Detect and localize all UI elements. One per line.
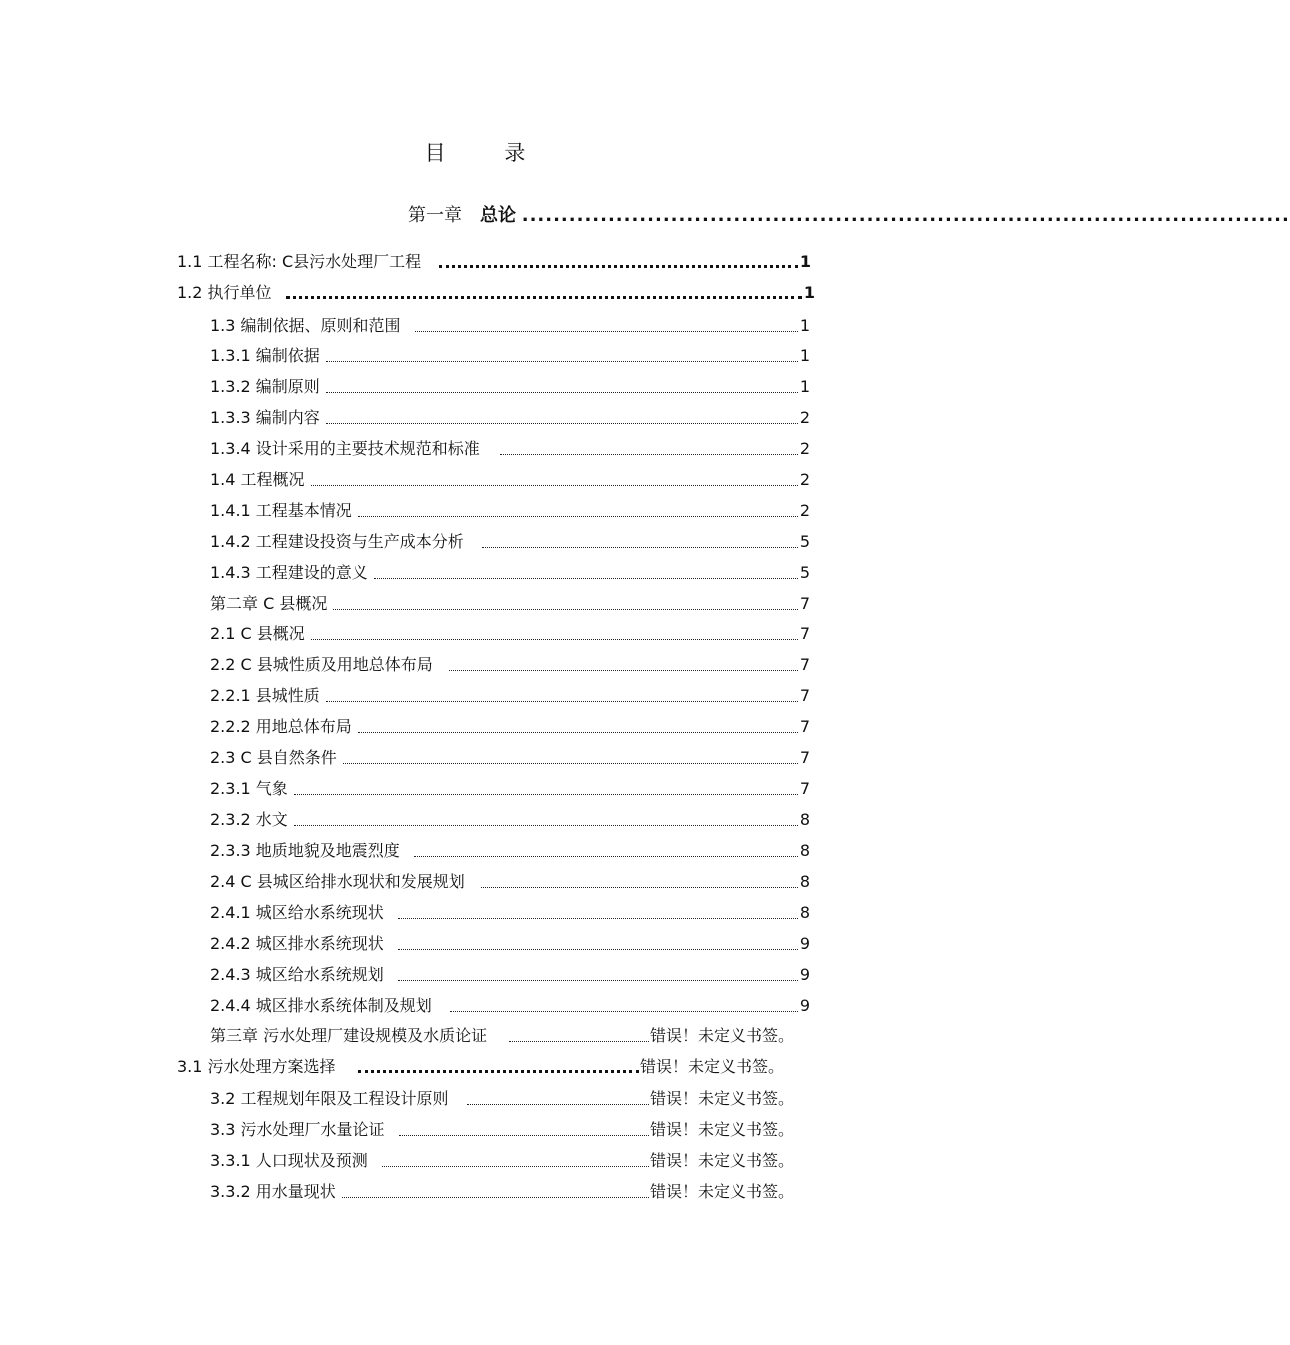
toc-entry[interactable] [210,683,810,707]
toc-entry-page: 5 [799,563,810,582]
toc-entry[interactable] [210,313,810,337]
toc-entry[interactable] [210,498,810,522]
toc-leader-dots [382,1165,649,1167]
toc-leader-dots [294,793,798,795]
toc-leader-dots [482,546,798,548]
toc-entry-page: 8 [799,903,810,922]
toc-entry-label: 1.3 编制依据、原则和范围 [210,316,401,335]
toc-entry[interactable] [210,405,810,429]
toc-entry[interactable] [210,900,810,924]
toc-entry-label: 3.1 污水处理方案选择 [177,1057,336,1076]
toc-entry-label: 3.3 污水处理厂水量论证 [210,1120,385,1139]
toc-entry[interactable] [210,1179,794,1203]
toc-entry-error: 错误！未定义书签。 [649,1120,794,1139]
toc-entry[interactable] [210,776,810,800]
toc-leader-dots [415,330,798,332]
toc-entry-error: 错误！未定义书签。 [639,1057,784,1076]
toc-entry-label: 第三章 污水处理厂建设规模及水质论证 [210,1026,488,1045]
toc-entry-error: 错误！未定义书签。 [649,1089,794,1108]
toc-entry-label: 2.4.3 城区给水系统规划 [210,965,384,984]
toc-leader-dots [374,577,798,579]
toc-entry[interactable] [210,1086,794,1110]
page-title: 目 录 [424,141,552,165]
toc-entry[interactable] [210,591,810,615]
toc-entry[interactable] [210,1117,794,1141]
toc-entry-page: 9 [799,965,810,984]
toc-entry-page: 5 [799,532,810,551]
toc-leader-dots [342,1196,649,1198]
toc-entry[interactable] [210,374,810,398]
toc-entry-label: 2.4 C 县城区给排水现状和发展规划 [210,872,465,891]
toc-entry[interactable] [177,1054,784,1078]
toc-entry[interactable] [210,652,810,676]
toc-leader-dots [358,515,798,517]
toc-entry-label: 2.4.4 城区排水系统体制及规划 [210,996,432,1015]
toc-entry-page: 7 [799,686,810,705]
toc-entry[interactable] [210,560,810,584]
toc-entry-label: 1.4.2 工程建设投资与生产成本分析 [210,532,464,551]
toc-entry[interactable] [210,714,810,738]
toc-entry-page: 1 [799,377,810,396]
toc-entry-label: 1.4.1 工程基本情况 [210,501,352,520]
toc-entry[interactable] [210,931,810,955]
toc-leader-dots [398,948,798,950]
toc-leader-dots [294,824,798,826]
toc-entry[interactable] [210,869,810,893]
toc-entry-page: 1 [799,346,810,365]
toc-leader-dots [326,360,798,362]
toc-entry-label: 2.3.2 水文 [210,810,288,829]
toc-entry-label: 1.3.4 设计采用的主要技术规范和标准 [210,439,480,458]
toc-entry-label: 3.3.2 用水量现状 [210,1182,336,1201]
chapter-title: 总论 [480,205,516,226]
toc-entry-page: 9 [799,934,810,953]
toc-entry-label: 2.3.3 地质地貌及地震烈度 [210,841,400,860]
toc-entry-error: 错误！未定义书签。 [649,1151,794,1170]
toc-entry-page: 7 [799,717,810,736]
toc-leader-dots [414,855,798,857]
toc-entry-page: 7 [799,779,810,798]
toc-leader-dots [467,1103,649,1105]
toc-leader-dots [509,1040,649,1042]
toc-entry-label: 1.3.1 编制依据 [210,346,320,365]
toc-entry-label: 1.1 工程名称: C县污水处理厂工程 [177,252,422,271]
toc-entry-label: 2.1 C 县概况 [210,624,305,643]
toc-entry-label: 1.4.3 工程建设的意义 [210,563,368,582]
chapter-number: 第一章 [408,205,462,226]
toc-entry-page: 1 [799,316,810,335]
toc-entry[interactable] [177,249,811,273]
toc-entry-label: 3.2 工程规划年限及工程设计原则 [210,1089,449,1108]
toc-entry[interactable] [210,1148,794,1172]
toc-entry-label: 2.4.2 城区排水系统现状 [210,934,384,953]
toc-leader-dots [326,422,798,424]
toc-entry[interactable] [210,621,810,645]
toc-leader-dots [500,453,798,455]
toc-entry[interactable] [210,436,810,460]
toc-entry-page: 2 [799,439,810,458]
toc-entry-page: 7 [799,594,810,613]
toc-entry-page: 7 [799,655,810,674]
toc-entry-label: 1.3.3 编制内容 [210,408,320,427]
toc-entry-page: 7 [799,748,810,767]
toc-leader-dots [449,669,798,671]
toc-entry-page: 1 [799,252,811,271]
toc-entry[interactable] [210,807,810,831]
toc-entry-page: 8 [799,810,810,829]
toc-leader-dots [326,391,798,393]
toc-entry[interactable] [210,962,810,986]
toc-leader-dots [343,762,798,764]
toc-entry-label: 1.3.2 编制原则 [210,377,320,396]
toc-entry-label: 第二章 C 县概况 [210,594,328,613]
toc-entry-label: 2.2.1 县城性质 [210,686,320,705]
toc-leader-dots [333,608,797,610]
toc-leader-dots [439,264,798,268]
toc-entry[interactable] [210,993,810,1017]
toc-leader-dots [399,1134,649,1136]
toc-entry[interactable] [210,467,810,491]
toc-entry-label: 2.3 C 县自然条件 [210,748,337,767]
toc-entry[interactable] [210,745,810,769]
toc-entry-label: 2.4.1 城区给水系统现状 [210,903,384,922]
toc-entry-page: 2 [799,408,810,427]
toc-entry-error: 错误！未定义书签。 [649,1026,794,1045]
toc-entry[interactable] [210,529,810,553]
toc-entry-page: 9 [799,996,810,1015]
toc-entry-label: 1.2 执行单位 [177,283,272,302]
toc-leader-dots [311,484,798,486]
toc-leader-dots [311,638,798,640]
toc-entry[interactable] [210,838,810,862]
toc-entry-error: 错误！未定义书签。 [649,1182,794,1201]
toc-entry[interactable] [210,1023,794,1047]
toc-entry-page: 8 [799,841,810,860]
toc-entry-page: 8 [799,872,810,891]
toc-entry-label: 3.3.1 人口现状及预测 [210,1151,368,1170]
chapter-leader-dots: .................................................................................................. [521,205,1290,226]
toc-leader-dots [398,917,798,919]
toc-entry-label: 2.2 C 县城性质及用地总体布局 [210,655,433,674]
toc-entry-label: 2.2.2 用地总体布局 [210,717,352,736]
toc-entry[interactable] [210,343,810,367]
toc-leader-dots [326,700,798,702]
toc-leader-dots [481,886,798,888]
toc-leader-dots [358,1069,639,1073]
toc-leader-dots [450,1010,798,1012]
toc-entry-label: 1.4 工程概况 [210,470,305,489]
toc-entry[interactable] [177,280,815,304]
toc-entry-page: 2 [799,470,810,489]
toc-leader-dots [286,295,802,299]
toc-leader-dots [398,979,798,981]
toc-entry-label: 2.3.1 气象 [210,779,288,798]
toc-entry-page: 7 [799,624,810,643]
toc-entry-page: 2 [799,501,810,520]
toc-entry-page: 1 [803,283,815,302]
toc-leader-dots [358,731,798,733]
